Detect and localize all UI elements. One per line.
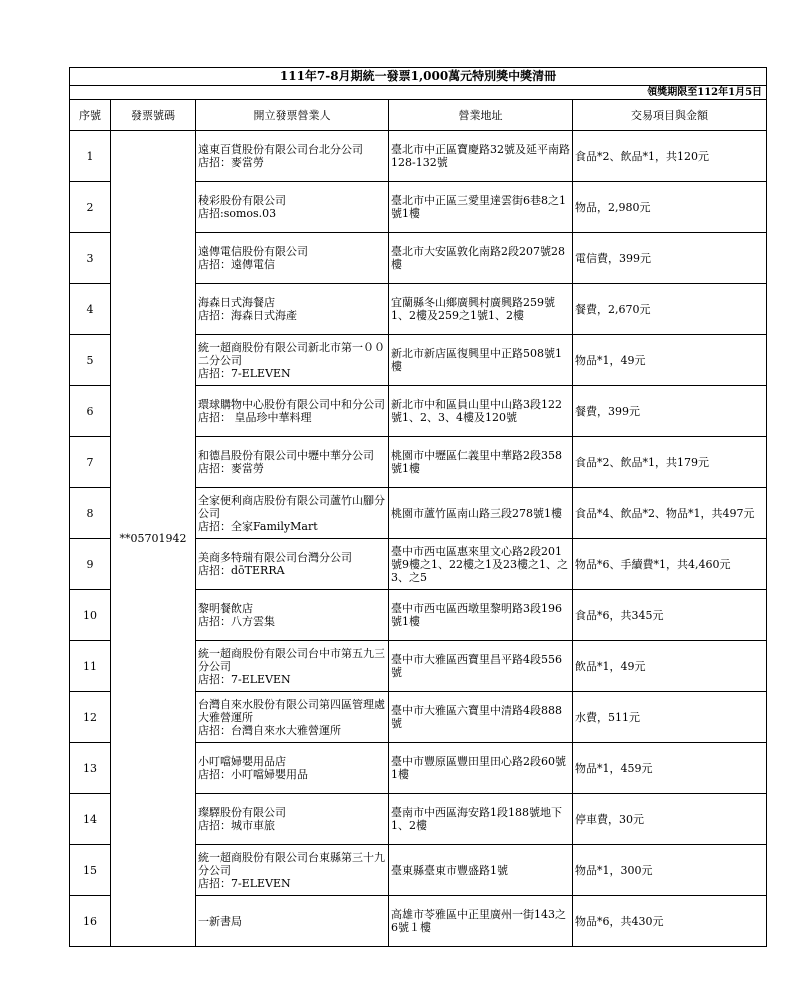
merchant-name: 美商多特瑞有限公司台灣分公司 (198, 551, 352, 564)
row-items: 食品*6，共345元 (573, 590, 767, 641)
merchant-name: 和德昌股份有限公司中壢中華分公司 (198, 449, 374, 462)
row-merchant (196, 335, 389, 386)
row-address: 桃園市中壢區仁義里中華路2段358號1樓 (389, 437, 573, 488)
row-seq: 5 (70, 335, 111, 386)
row-address: 新北市新店區復興里中正路508號1樓 (389, 335, 573, 386)
table-row (70, 131, 767, 182)
row-address: 臺中市豐原區豐田里田心路2段60號1樓 (389, 743, 573, 794)
col-header-address: 營業地址 (389, 100, 573, 131)
row-address: 高雄市苓雅區中正里廣州一街143之6號１樓 (389, 896, 573, 947)
row-items: 食品*2、飲品*1，共120元 (573, 131, 767, 182)
store-sign: 店招：遠傳電信 (198, 258, 275, 271)
row-address: 臺南市中西區海安路1段188號地下1、2樓 (389, 794, 573, 845)
store-sign: 店招：麥當勞 (198, 156, 264, 169)
row-seq: 6 (70, 386, 111, 437)
merchant-name: 統一超商股份有限公司台中市第五九三分公司 (198, 646, 385, 673)
merchant-name: 全家便利商店股份有限公司蘆竹山腳分公司 (198, 493, 385, 520)
row-address: 臺北市中正區三愛里達雲街6巷8之1號1樓 (389, 182, 573, 233)
row-items: 物品*1，459元 (573, 743, 767, 794)
row-items: 飲品*1，49元 (573, 641, 767, 692)
merchant-name: 環球購物中心股份有限公司中和分公司 (198, 398, 385, 411)
merchant-name: 海森日式海餐店 (198, 296, 275, 309)
store-sign: 店招：麥當勞 (198, 462, 264, 475)
row-merchant (196, 539, 389, 590)
row-address: 臺東縣臺東市豐盛路1號 (389, 845, 573, 896)
merchant-name: 黎明餐飲店 (198, 602, 253, 615)
row-seq: 16 (70, 896, 111, 947)
col-header-items: 交易項目與金額 (573, 100, 767, 131)
row-items: 電信費，399元 (573, 233, 767, 284)
row-items: 停車費，30元 (573, 794, 767, 845)
row-address: 臺中市大雅區西寶里昌平路4段556號 (389, 641, 573, 692)
merchant-name: 璨驛股份有限公司 (198, 806, 286, 819)
row-address: 新北市中和區員山里中山路3段122號1、2、3、4樓及120號 (389, 386, 573, 437)
row-items: 物品，2,980元 (573, 182, 767, 233)
row-merchant (196, 488, 389, 539)
row-merchant (196, 437, 389, 488)
row-seq: 8 (70, 488, 111, 539)
row-items: 物品*6、手續費*1，共4,460元 (573, 539, 767, 590)
row-items: 物品*1，49元 (573, 335, 767, 386)
merchant-name: 小叮噹婦嬰用品店 (198, 755, 286, 768)
store-sign: 店招：城市車旅 (198, 819, 275, 832)
row-seq: 15 (70, 845, 111, 896)
row-merchant (196, 794, 389, 845)
col-header-invoice: 發票號碼 (111, 100, 196, 131)
row-seq: 9 (70, 539, 111, 590)
row-address: 桃園市蘆竹區南山路三段278號1樓 (389, 488, 573, 539)
merchant-name: 統一超商股份有限公司新北市第一００二分公司 (198, 340, 385, 367)
row-address: 臺中市西屯區西墩里黎明路3段196號1樓 (389, 590, 573, 641)
row-merchant (196, 284, 389, 335)
row-merchant (196, 182, 389, 233)
claim-deadline: 領獎期限至112年1月5日 (70, 86, 767, 100)
store-sign: 店招：海森日式海產 (198, 309, 297, 322)
row-address: 宜蘭縣冬山鄉廣興村廣興路259號1、2樓及259之1號1、2樓 (389, 284, 573, 335)
row-items: 物品*6，共430元 (573, 896, 767, 947)
row-seq: 11 (70, 641, 111, 692)
row-items: 食品*2、飲品*1，共179元 (573, 437, 767, 488)
row-merchant (196, 692, 389, 743)
row-merchant (196, 386, 389, 437)
row-merchant (196, 845, 389, 896)
row-merchant (196, 743, 389, 794)
store-sign: 店招：小叮噹婦嬰用品 (198, 768, 308, 781)
merchant-name: 台灣自來水股份有限公司第四區管理處大雅營運所 (198, 697, 385, 724)
col-header-merchant: 開立發票營業人 (196, 100, 389, 131)
row-items: 物品*1，300元 (573, 845, 767, 896)
row-seq: 1 (70, 131, 111, 182)
row-merchant (196, 641, 389, 692)
col-header-seq: 序號 (70, 100, 111, 131)
row-items: 水費，511元 (573, 692, 767, 743)
row-seq: 12 (70, 692, 111, 743)
store-sign: 店招：dōTERRA (198, 564, 285, 577)
merchant-name: 稜彩股份有限公司 (198, 194, 286, 207)
row-address: 臺北市中正區寶慶路32號及延平南路128-132號 (389, 131, 573, 182)
row-seq: 7 (70, 437, 111, 488)
store-sign: 店招：八方雲集 (198, 615, 275, 628)
merchant-name: 一新書局 (198, 914, 242, 928)
store-sign: 店招：7-ELEVEN (198, 672, 291, 686)
invoice-number: **05701942 (111, 131, 196, 947)
row-seq: 2 (70, 182, 111, 233)
row-seq: 10 (70, 590, 111, 641)
header-row (70, 100, 767, 131)
winners-table (69, 67, 767, 947)
page-title: 111年7-8月期統一發票1,000萬元特別獎中獎清冊 (70, 68, 767, 86)
store-sign: 店招： 皇品珍中華料理 (198, 411, 312, 424)
row-items: 食品*4、飲品*2、物品*1，共497元 (573, 488, 767, 539)
row-address: 臺北市大安區敦化南路2段207號28樓 (389, 233, 573, 284)
merchant-name: 統一超商股份有限公司台東縣第三十九分公司 (198, 850, 385, 877)
store-sign: 店招：7-ELEVEN (198, 366, 291, 380)
store-sign: 店招:somos.03 (198, 207, 277, 220)
row-seq: 13 (70, 743, 111, 794)
row-address: 臺中市西屯區惠來里文心路2段201號9樓之1、22樓之1及23樓之1、之3、之5 (389, 539, 573, 590)
row-seq: 14 (70, 794, 111, 845)
row-seq: 3 (70, 233, 111, 284)
store-sign: 店招：7-ELEVEN (198, 876, 291, 890)
row-merchant (196, 590, 389, 641)
row-items: 餐費，399元 (573, 386, 767, 437)
row-items: 餐費，2,670元 (573, 284, 767, 335)
row-merchant (196, 233, 389, 284)
merchant-name: 遠東百貨股份有限公司台北分公司 (198, 143, 363, 156)
store-sign: 店招：全家FamilyMart (198, 519, 318, 533)
row-merchant (196, 896, 389, 947)
row-address: 臺中市大雅區六寶里中清路4段888號 (389, 692, 573, 743)
store-sign: 店招：台灣自來水大雅營運所 (198, 723, 341, 737)
merchant-name: 遠傳電信股份有限公司 (198, 245, 308, 258)
row-merchant (196, 131, 389, 182)
row-seq: 4 (70, 284, 111, 335)
